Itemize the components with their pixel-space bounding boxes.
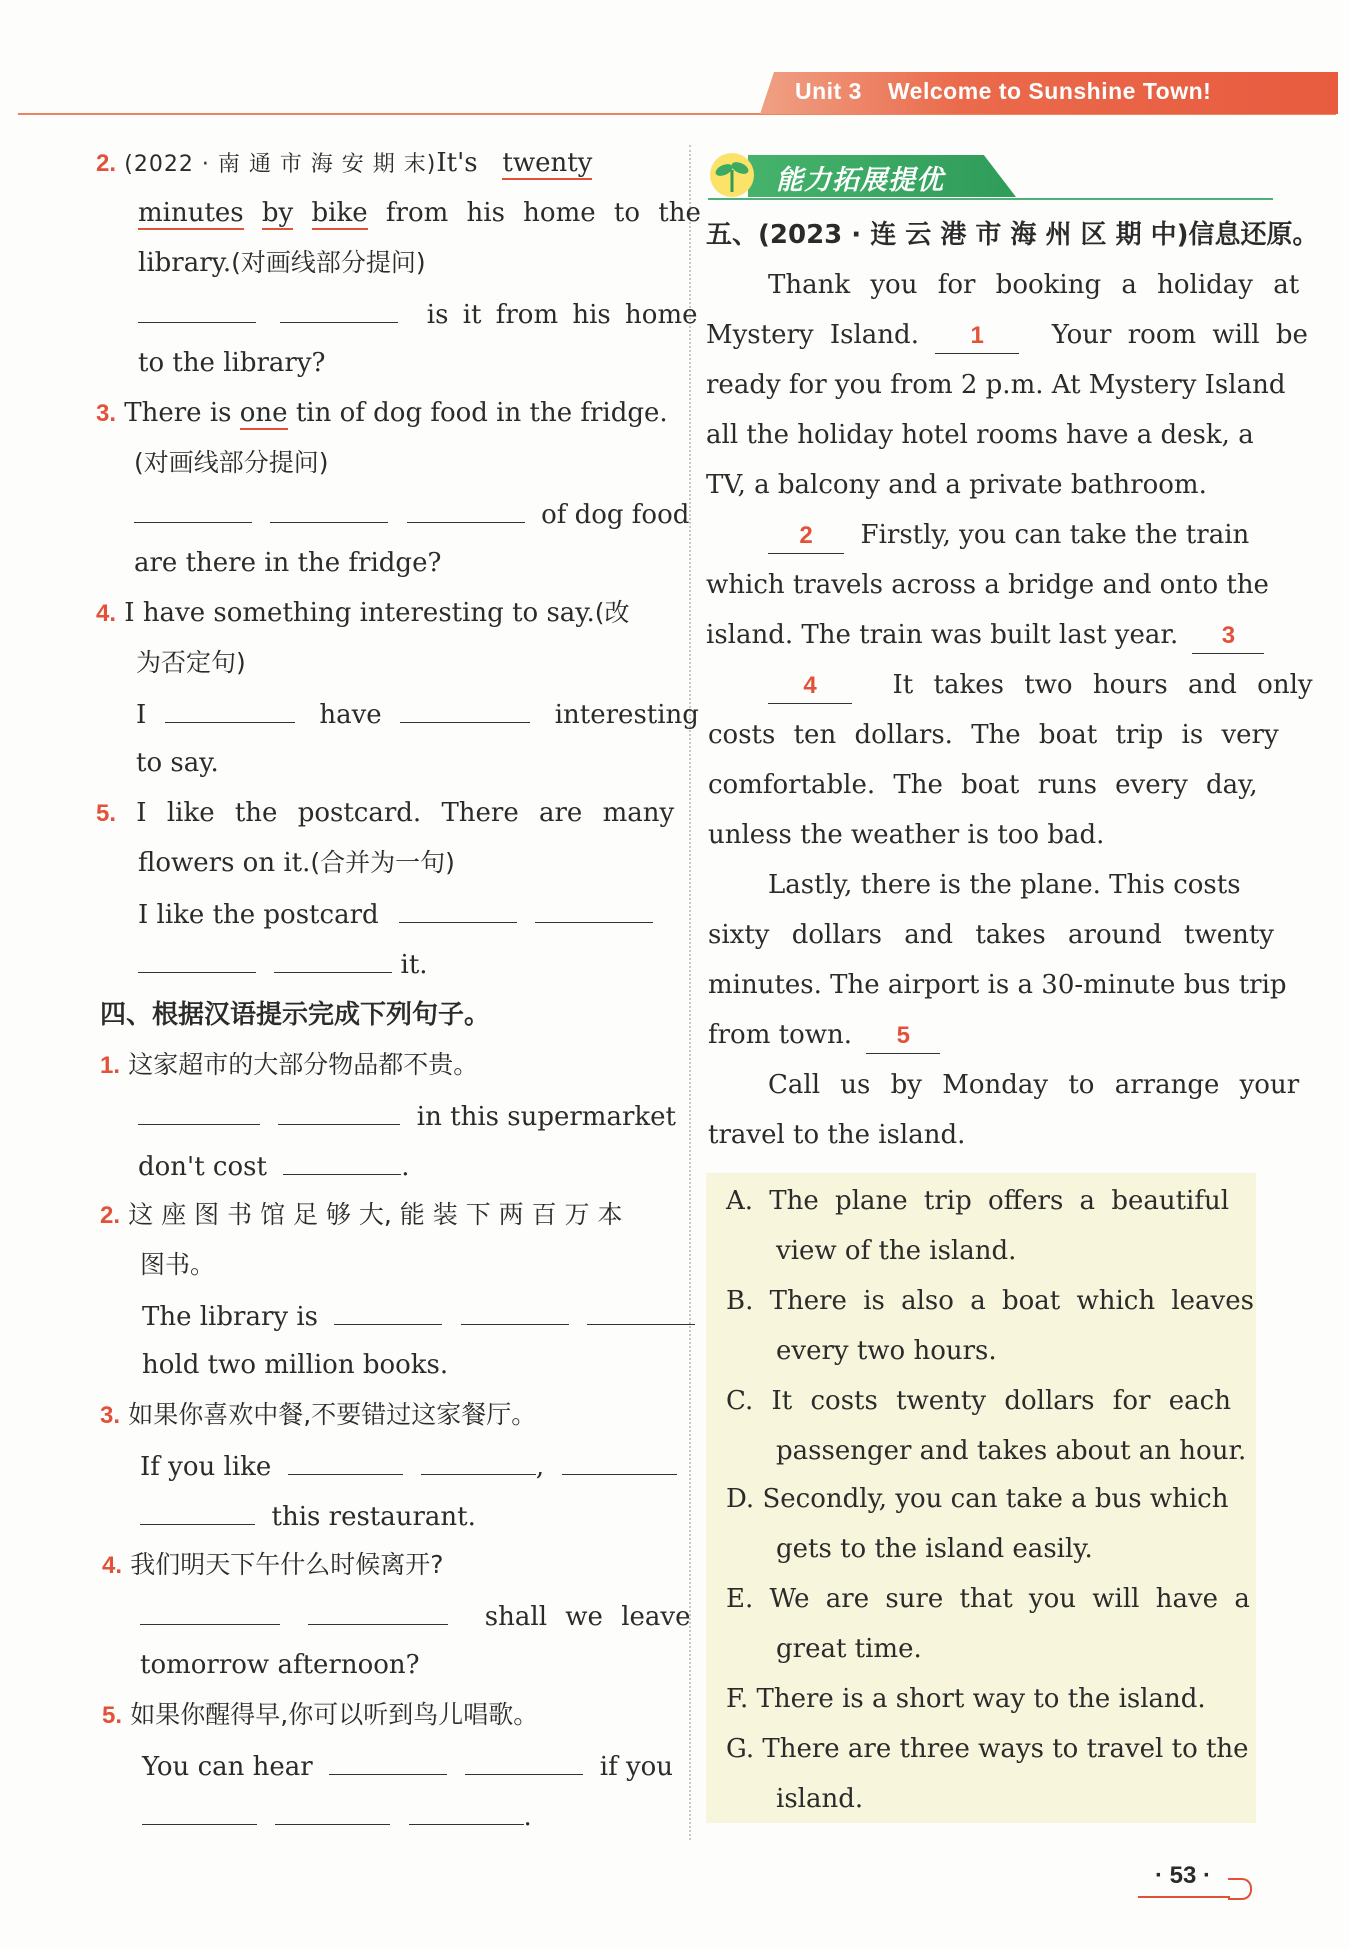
q5-line2: [138, 846, 455, 880]
q4-w3: interesting: [554, 700, 699, 730]
q5-line3: [138, 896, 653, 932]
passage-p1-l1: Thank you for booking a holiday at: [768, 270, 1300, 300]
q3-blank-1[interactable]: [134, 496, 252, 523]
q3-line3: [134, 496, 689, 532]
passage-p3-l4: unless the weather is too bad.: [708, 820, 1105, 850]
option-e-l2: great time.: [776, 1634, 922, 1664]
passage-p1-l5: TV, a balcony and a private bathroom.: [706, 470, 1207, 500]
option-b-l2: every two hours.: [776, 1336, 997, 1366]
passage-p3-l2: costs ten dollars. The boat trip is very: [708, 720, 1279, 750]
q3-blank-3[interactable]: [407, 496, 525, 523]
s4-q3-number: 3.: [100, 1402, 121, 1429]
s4-q1-blank-3[interactable]: [283, 1148, 401, 1175]
passage-p4-l4-text: from town.: [708, 1020, 852, 1050]
passage-p4-l4: [708, 1018, 940, 1054]
s4-q2-line3: [142, 1298, 695, 1334]
s4-q4-l1: shall we leave: [484, 1602, 691, 1632]
s4-q4-line1: [102, 1548, 444, 1583]
q4-line4: to say.: [136, 748, 219, 778]
q5-line4: [138, 946, 428, 982]
s4-q3-blank-1[interactable]: [288, 1448, 403, 1475]
q4-line3: [136, 696, 699, 732]
q4-blank-2[interactable]: [400, 696, 530, 723]
s4-q1-line2: [138, 1098, 676, 1134]
q2-rest: from his home to the: [385, 198, 701, 228]
s4-q2-line4: hold two million books.: [142, 1350, 449, 1380]
s4-q1-blank-1[interactable]: [138, 1098, 260, 1125]
option-b-l1: B. There is also a boat which leaves: [726, 1286, 1254, 1316]
section4-title: 四、根据汉语提示完成下列句子。: [100, 1000, 491, 1030]
q2-line1: [96, 146, 592, 182]
s4-q5-blank-5[interactable]: [409, 1798, 524, 1825]
s4-q3-l1: If you like: [140, 1452, 272, 1482]
gap-5[interactable]: 5: [866, 1019, 940, 1054]
passage-p5-l2: travel to the island.: [708, 1120, 966, 1150]
option-f-l1: F. There is a short way to the island.: [726, 1684, 1206, 1714]
passage-p2-l1-text: Firstly, you can take the train: [860, 520, 1250, 550]
passage-p1-l4: all the holiday hotel rooms have a desk, a: [706, 420, 1254, 450]
s4-q5-blank-2[interactable]: [465, 1748, 583, 1775]
s4-q1-l2a: don't cost: [138, 1152, 267, 1182]
q4-line1: [96, 596, 630, 631]
s4-q2-blank-3[interactable]: [587, 1298, 695, 1325]
gap-4[interactable]: 4: [768, 669, 852, 704]
passage-p2-l3-text: island. The train was built last year.: [706, 620, 1179, 650]
ability-rule: [708, 198, 1273, 200]
unit-label: Unit 3: [795, 78, 862, 104]
q3-blank-2[interactable]: [270, 496, 388, 523]
passage-p2-l2: which travels across a bridge and onto the: [706, 570, 1269, 600]
s4-q2-blank-1[interactable]: [334, 1298, 442, 1325]
s4-q2-prompt-2: 图书。: [140, 1250, 216, 1279]
q3-line1: [96, 396, 668, 431]
s4-q3-comma: ,: [535, 1452, 545, 1482]
q2-source: (2022 · 南 通 市 海 安 期 末): [124, 152, 437, 177]
q2-instruction: (对画线部分提问): [231, 248, 426, 277]
ability-banner-title: 能力拓展提优: [776, 165, 944, 196]
passage-p2-l1: [768, 518, 1249, 554]
s4-q5-number: 5.: [102, 1702, 123, 1729]
gap-3[interactable]: 3: [1192, 619, 1264, 654]
s4-q1-blank-2[interactable]: [278, 1098, 400, 1125]
q2-line4-text: is it from his home: [426, 300, 698, 330]
passage-p3-l1-text: It takes two hours and only: [892, 670, 1313, 700]
q5-number: 5.: [96, 800, 117, 827]
option-a-l2: view of the island.: [776, 1236, 1017, 1266]
s4-q5-line3: [142, 1798, 532, 1834]
s4-q4-prompt: 我们明天下午什么时候离开?: [130, 1550, 444, 1579]
q5-instruction: (合并为一句): [310, 848, 455, 877]
option-e-l1: E. We are sure that you will have a: [726, 1584, 1250, 1614]
s4-q3-blank-2[interactable]: [421, 1448, 536, 1475]
q5-l3: I like the postcard: [138, 900, 379, 930]
passage-p5-l1: Call us by Monday to arrange your: [768, 1070, 1300, 1100]
option-g-l1: G. There are three ways to travel to the: [726, 1734, 1249, 1764]
option-d-l1: D. Secondly, you can take a bus which: [726, 1484, 1229, 1514]
q3-instruction: (对画线部分提问): [134, 448, 329, 477]
q2-line5: to the library?: [138, 348, 326, 378]
q2-underlined-1: twenty: [502, 148, 593, 178]
s4-q3-line2: [140, 1448, 677, 1484]
q3-post: tin of dog food in the fridge.: [295, 398, 668, 428]
q2-number: 2.: [96, 150, 117, 177]
q2-text: It's: [436, 148, 478, 178]
passage-p3-l1: [768, 668, 1313, 704]
s4-q5-l1b: if you: [599, 1752, 674, 1782]
passage-p1-l2b: Your room will be: [1051, 320, 1308, 350]
s4-q3-blank-4[interactable]: [140, 1498, 255, 1525]
s4-q3-line1: [100, 1398, 536, 1433]
q2-line3: [138, 246, 426, 280]
q2-blank-1[interactable]: [138, 296, 256, 323]
s4-q2-number: 2.: [100, 1202, 121, 1229]
q4-w1: I: [136, 700, 147, 730]
passage-p3-l3: comfortable. The boat runs every day,: [708, 770, 1258, 800]
passage-p1-l3: ready for you from 2 p.m. At Mystery Island: [706, 370, 1286, 400]
q5-blank-3[interactable]: [138, 946, 256, 973]
unit-title: [795, 78, 1237, 105]
sprout-icon: [706, 148, 758, 202]
column-divider: [689, 145, 691, 1840]
q2-underlined-2: minutes: [138, 198, 244, 228]
s4-q5-blank-1[interactable]: [329, 1748, 447, 1775]
q5-l4: it.: [400, 950, 428, 980]
passage-p4-l2: sixty dollars and takes around twenty: [708, 920, 1274, 950]
unit-name: Welcome to Sunshine Town!: [887, 78, 1212, 104]
q4-w2: have: [319, 700, 382, 730]
s4-q3-prompt: 如果你喜欢中餐,不要错过这家餐厅。: [128, 1400, 537, 1429]
s4-q3-line3: [140, 1498, 476, 1534]
q2-underlined-3b: bike: [311, 198, 368, 228]
q3-line4: are there in the fridge?: [134, 548, 442, 578]
q4-instruction-2: 为否定句): [136, 648, 246, 677]
q5-blank-4[interactable]: [274, 946, 392, 973]
page-number-hook-icon: [1228, 1878, 1252, 1900]
q4-instruction-1: (改: [594, 598, 630, 627]
option-c-l1: C. It costs twenty dollars for each: [726, 1386, 1231, 1416]
passage-p4-l3: minutes. The airport is a 30-minute bus trip: [708, 970, 1287, 1000]
option-g-l2: island.: [776, 1784, 864, 1814]
q5-text: I like the postcard. There are many: [136, 798, 675, 828]
q3-underlined: one: [239, 398, 288, 428]
q2-library: library.: [138, 248, 232, 278]
q4-blank-1[interactable]: [165, 696, 295, 723]
s4-q5-blank-4[interactable]: [275, 1798, 390, 1825]
option-c-l2: passenger and takes about an hour.: [776, 1436, 1247, 1466]
q5-blank-1[interactable]: [399, 896, 517, 923]
q5-l2: flowers on it.: [138, 848, 311, 878]
s4-q5-line1: [102, 1698, 538, 1733]
q2-underlined-3a: by: [261, 198, 294, 228]
page-number-rule: [1138, 1896, 1230, 1898]
q4-text: I have something interesting to say.: [124, 598, 595, 628]
passage-p1-l2: [706, 318, 1308, 354]
s4-q5-period: .: [523, 1802, 532, 1832]
passage-p1-l2a: Mystery Island.: [706, 320, 919, 350]
s4-q1-prompt: 这家超市的大部分物品都不贵。: [128, 1050, 479, 1079]
s4-q3-blank-3[interactable]: [562, 1448, 677, 1475]
s4-q1-text: in this supermarket: [416, 1102, 676, 1132]
q3-line3-text: of dog food: [541, 500, 690, 530]
s4-q5-prompt: 如果你醒得早,你可以听到鸟儿唱歌。: [130, 1700, 539, 1729]
s4-q1-period: .: [401, 1152, 410, 1182]
s4-q1-line3: [138, 1148, 409, 1184]
s4-q4-line2: [140, 1598, 690, 1634]
passage-p2-l3: [706, 618, 1264, 654]
gap-1[interactable]: 1: [935, 319, 1019, 354]
s4-q1-line1: [100, 1048, 478, 1083]
passage-p4-l1: Lastly, there is the plane. This costs: [768, 870, 1241, 900]
s4-q3-l2: this restaurant.: [271, 1502, 476, 1532]
option-d-l2: gets to the island easily.: [776, 1534, 1093, 1564]
q2-line2: [138, 196, 701, 230]
s4-q2-prompt-1: 这 座 图 书 馆 足 够 大, 能 装 下 两 百 万 本: [128, 1200, 623, 1229]
s4-q4-line3: tomorrow afternoon?: [140, 1650, 420, 1680]
s4-q5-blank-3[interactable]: [142, 1798, 257, 1825]
q4-number: 4.: [96, 600, 117, 627]
option-a-l1: A. The plane trip offers a beautiful: [726, 1186, 1230, 1216]
s4-q2-blank-2[interactable]: [461, 1298, 569, 1325]
q3-pre: There is: [124, 398, 232, 428]
q5-blank-2[interactable]: [535, 896, 653, 923]
section5-title: 五、(2023 · 连 云 港 市 海 州 区 期 中)信息还原。: [706, 220, 1319, 250]
q2-blank-2[interactable]: [280, 296, 398, 323]
q3-number: 3.: [96, 400, 117, 427]
s4-q5-line2: [142, 1748, 673, 1784]
s4-q4-blank-1[interactable]: [140, 1598, 280, 1625]
s4-q2-line1: [100, 1198, 622, 1233]
gap-2[interactable]: 2: [768, 519, 844, 554]
q5-line1: [96, 796, 674, 831]
page-number: · 53 ·: [1155, 1862, 1212, 1889]
s4-q5-l1a: You can hear: [142, 1752, 313, 1782]
s4-q2-l1: The library is: [142, 1302, 318, 1332]
s4-q4-number: 4.: [102, 1552, 123, 1579]
s4-q1-number: 1.: [100, 1052, 121, 1079]
s4-q4-blank-2[interactable]: [308, 1598, 448, 1625]
q2-line4: [138, 296, 697, 332]
